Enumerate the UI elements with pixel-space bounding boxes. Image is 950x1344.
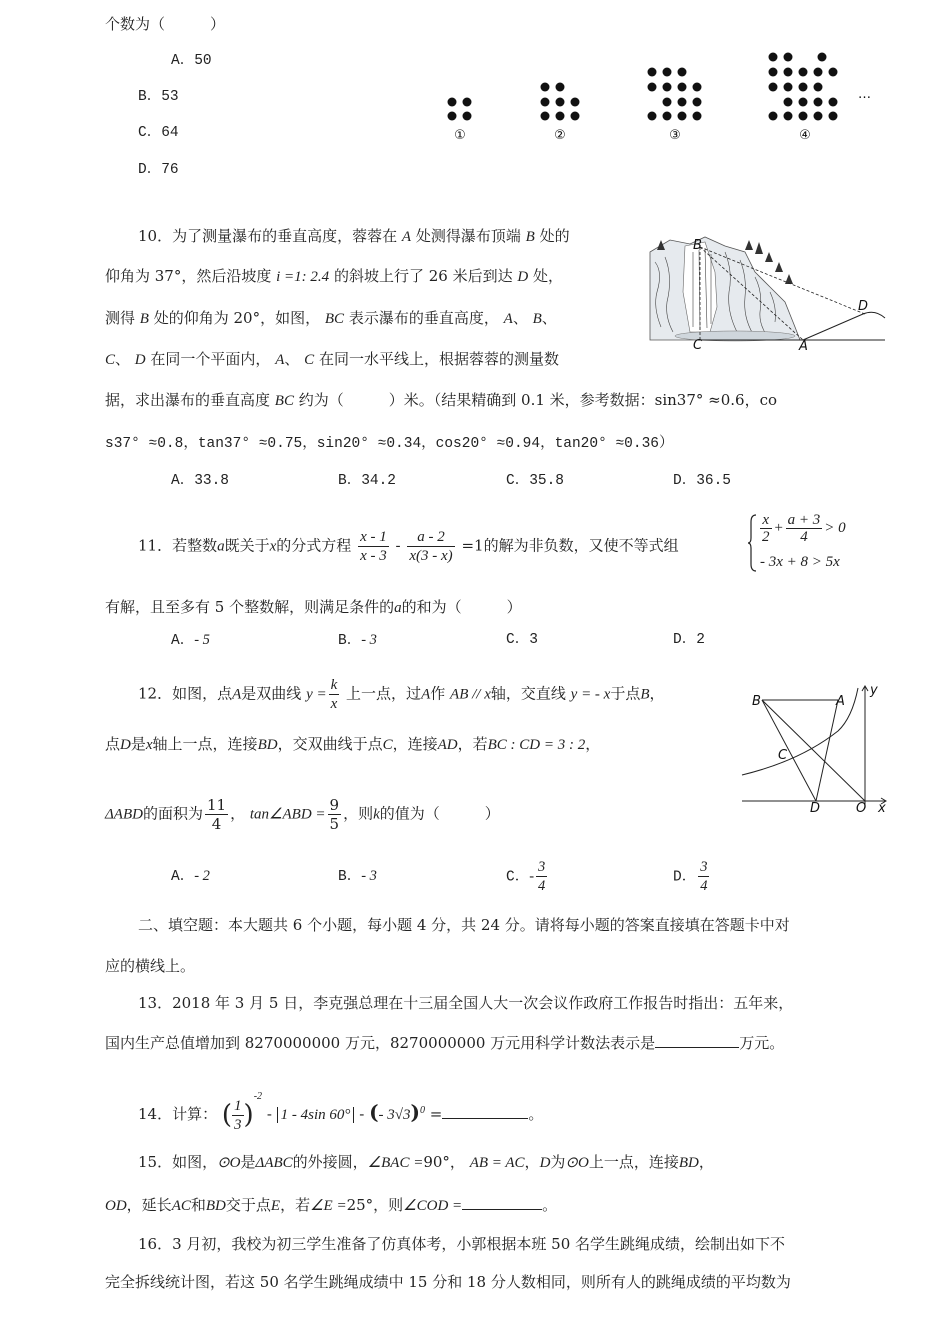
q11-option-b: B．- 3: [338, 632, 377, 649]
q13-line-2: 国内生产总值增加到 8270000000 万元，8270000000 万元用科学计数法表示是 万元。: [105, 1034, 785, 1052]
q14-line: 14．计算： ( $\frac{1}{3}$ )$^{-2}$ - 1 - 4sin 60° - (- 3√3)$^0$ = 。: [138, 1091, 544, 1133]
q9-option-b: B．53: [138, 89, 179, 105]
q10-fig-label-c: C: [693, 338, 703, 353]
q10-line-5: 据，求出瀑布的垂直高度 BC 约为（ ）米。（结果精确到 0.1 米，参考数据：sin37° ≈0.6，co: [105, 391, 778, 409]
q10-fig-label-d: D: [858, 299, 869, 314]
q9-dot-pattern-figure: [440, 50, 870, 145]
dot-pattern-label-3: ③: [669, 128, 681, 143]
q11-line-2: 有解，且至多有 5 个整数解，则满足条件的a的和为（ ）: [105, 598, 522, 616]
q10-fig-label-b: B: [693, 238, 702, 253]
q16-line-2: 完全拆线统计图，若这 50 名学生跳绳成绩中 15 分和 18 分人数相同，则所有人的跳绳成绩的平均数为: [105, 1273, 791, 1291]
q12-option-c: C．- $\frac{3}{4}$: [506, 859, 546, 894]
q12-fig-label-c: C: [778, 748, 788, 763]
q12-line-1: 12．如图，点A是双曲线 y = $\frac{k}{x}$ 上一点，过A作 AB // x轴，交直线 y = - x于点B，: [138, 677, 665, 712]
q12-fig-label-o: O: [856, 801, 867, 816]
q9-option-a: A．50: [171, 53, 212, 69]
q12-option-a: A．- 2: [171, 868, 210, 885]
q9-option-c: C．64: [138, 125, 179, 141]
q12-hyperbola-figure: [740, 683, 890, 816]
q11-line-1: 11．若整数a既关于x的分式方程 $\frac{x - 1}{x - 3}$ - $\frac{a - 2}{x(3 - x)}$ =1的解为非负数，又使不等式组: [138, 529, 679, 564]
q11-system-line-2: - 3x + 8 > 5x: [760, 554, 840, 570]
q13-line-1: 13．2018 年 3 月 5 日，李克强总理在十三届全国人大一次会议作政府工作报告时指出：五年来，: [138, 994, 794, 1012]
q12-option-d: D． $\frac{3}{4}$: [673, 859, 708, 894]
dot-pattern-4: [769, 53, 838, 121]
dot-pattern-label-2: ②: [554, 128, 566, 143]
q10-option-a: A．33.8: [171, 473, 230, 489]
q10-option-c: C．35.8: [506, 473, 565, 489]
q12-fig-label-y: y: [870, 683, 878, 698]
q14-answer-blank[interactable]: [442, 1104, 528, 1119]
q10-line-1: 10．为了测量瀑布的垂直高度，蓉蓉在 A 处测得瀑布顶端 B 处的: [138, 227, 570, 245]
q10-line-4: C、 D 在同一个平面内， A、 C 在同一水平线上，根据蓉蓉的测量数: [105, 350, 559, 368]
q11-option-d: D．2: [673, 632, 705, 648]
dot-pattern-1: [448, 98, 472, 121]
q12-fig-label-a: A: [836, 694, 845, 709]
q10-line-2: 仰角为 37°，然后沿坡度 i =1: 2.4 的斜坡上行了 26 米后到达 D 处，: [105, 267, 564, 285]
q12-option-b: B．- 3: [338, 868, 377, 885]
q9-stem-tail: 个数为（ ）: [105, 15, 226, 33]
q13-answer-blank[interactable]: [655, 1033, 739, 1048]
q11-brace-icon: [748, 514, 758, 572]
dot-pattern-2: [541, 83, 580, 121]
q12-fig-label-b: B: [752, 694, 761, 709]
q10-fig-label-a: A: [799, 339, 808, 354]
q15-line-2: OD，延长AC和BD交于点E，若∠E =25°，则∠COD = 。: [105, 1196, 558, 1214]
q15-answer-blank[interactable]: [462, 1195, 542, 1210]
q12-fig-label-d: D: [810, 801, 821, 816]
dot-pattern-label-4: ④: [799, 128, 811, 143]
q10-line-3: 测得 B 处的仰角为 20°，如图， BC 表示瀑布的垂直高度， A、 B、: [105, 309, 557, 327]
q12-line-3: ΔABD的面积为 $\frac{11}{4}$ ， tan∠ABD = $\frac{9}{5}$ ，则k的值为（ ）: [105, 796, 500, 833]
q11-option-a: A．- 5: [171, 632, 210, 649]
q15-line-1: 15．如图，⊙O是ΔABC的外接圆，∠BAC =90°， AB = AC，D为⊙O上一点，连接BD，: [138, 1153, 714, 1171]
q12-line-2: 点D是x轴上一点，连接BD，交双曲线于点C，连接AD，若BC : CD = 3 : 2，: [105, 735, 601, 753]
dot-pattern-label-1: ①: [454, 128, 466, 143]
q12-fig-label-x: x: [878, 801, 886, 816]
dot-pattern-ellipsis: …: [858, 87, 871, 102]
q10-waterfall-figure: [645, 232, 890, 357]
q11-option-c: C．3: [506, 632, 538, 648]
q11-system-line-1: $\frac{x}{2}$ + $\frac{a + 3}{4}$ > 0: [762, 512, 846, 545]
dot-pattern-3: [648, 68, 702, 121]
q16-line-1: 16．3 月初，我校为初三学生准备了仿真体考，小郭根据本班 50 名学生跳绳成绩，绘制出如下不: [138, 1235, 786, 1253]
q11-fraction-1: $\frac{x - 1}{x - 3}$: [360, 529, 387, 564]
q10-option-d: D．36.5: [673, 473, 732, 489]
section-2-heading-line-1: 二、填空题：本大题共 6 个小题，每小题 4 分，共 24 分。请将每小题的答案直接填在答题卡中对: [138, 916, 790, 934]
q10-line-6: s37° ≈0.8，tan37° ≈0.75，sin20° ≈0.34，cos20° ≈0.94，tan20° ≈0.36）: [105, 436, 674, 452]
q10-option-b: B．34.2: [338, 473, 397, 489]
q9-option-d: D．76: [138, 162, 179, 178]
q11-fraction-2: $\frac{a - 2}{x(3 - x)}$: [409, 529, 453, 564]
section-2-heading-line-2: 应的横线上。: [105, 957, 196, 975]
